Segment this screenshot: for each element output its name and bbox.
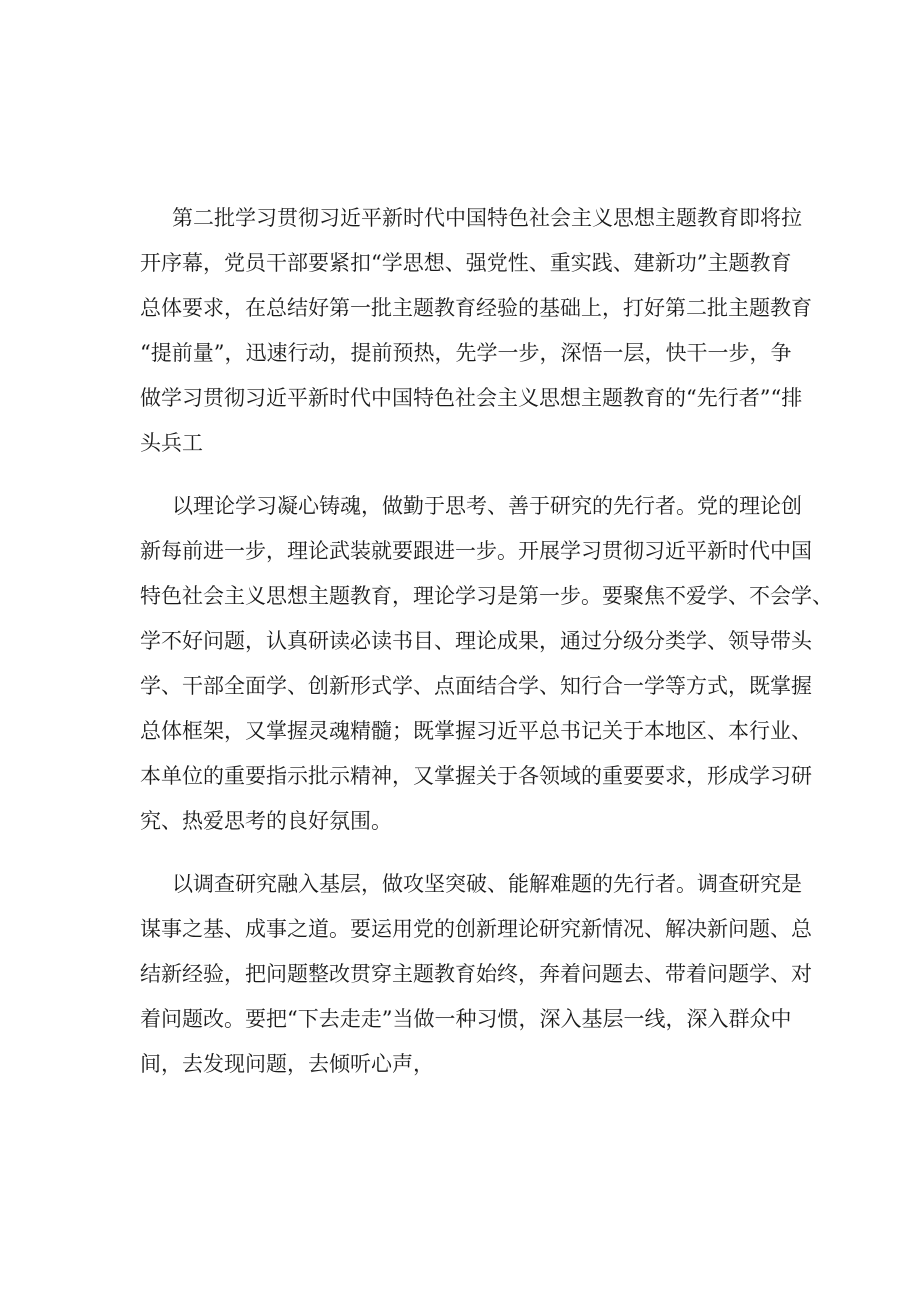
- paragraph-line: 头兵工: [140, 431, 203, 455]
- paragraph-2: [140, 494, 833, 856]
- paragraph-line: 总体框架，又掌握灵魂精髓；既掌握习近平总书记关于本地区、本行业、: [140, 719, 812, 743]
- document-body: [140, 206, 833, 1117]
- paragraph-line: 间，去发现问题，去倾听心声，: [140, 1052, 434, 1076]
- paragraph-line: 第二批学习贯彻习近平新时代中国特色社会主义思想主题教育即将拉: [172, 206, 802, 230]
- paragraph-line: 总体要求，在总结好第一批主题教育经验的基础上，打好第二批主题教育: [140, 296, 812, 320]
- paragraph-line: 着问题改。要把“下去走走”当做一种习惯，深入基层一线，深入群众中: [140, 1007, 792, 1031]
- paragraph-line: 本单位的重要指示批示精神，又掌握关于各领域的重要要求，形成学习研: [140, 764, 812, 788]
- paragraph-line: 结新经验，把问题整改贯穿主题教育始终，奔着问题去、带着问题学、对: [140, 962, 812, 986]
- paragraph-line: 以调查研究融入基层，做攻坚突破、能解难题的先行者。调查研究是: [172, 872, 802, 896]
- paragraph-3: [140, 872, 812, 1099]
- paragraph-line: 特色社会主义思想主题教育，理论学习是第一步。要聚焦不爱学、不会学、: [140, 584, 833, 608]
- paragraph-line: 谋事之基、成事之道。要运用党的创新理论研究新情况、解决新问题、总: [140, 917, 812, 941]
- paragraph-line: 做学习贯彻习近平新时代中国特色社会主义思想主题教育的“先行者”“排: [140, 386, 803, 410]
- paragraph-line: 开序幕，党员干部要紧扣“学思想、强党性、重实践、建新功”主题教育: [140, 251, 792, 275]
- paragraph-line: 学、干部全面学、创新形式学、点面结合学、知行合一学等方式，既掌握: [140, 674, 812, 698]
- paragraph-1: [140, 206, 812, 478]
- paragraph-line: 以理论学习凝心铸魂，做勤于思考、善于研究的先行者。党的理论创: [172, 494, 802, 518]
- paragraph-line: 新每前进一步，理论武装就要跟进一步。开展学习贯彻习近平新时代中国: [140, 539, 812, 563]
- paragraph-line: 究、热爱思考的良好氛围。: [140, 809, 392, 833]
- paragraph-line: 学不好问题，认真研读必读书目、理论成果，通过分级分类学、领导带头: [140, 629, 812, 653]
- paragraph-line: “提前量”，迅速行动，提前预热，先学一步，深悟一层，快干一步，争: [140, 341, 792, 365]
